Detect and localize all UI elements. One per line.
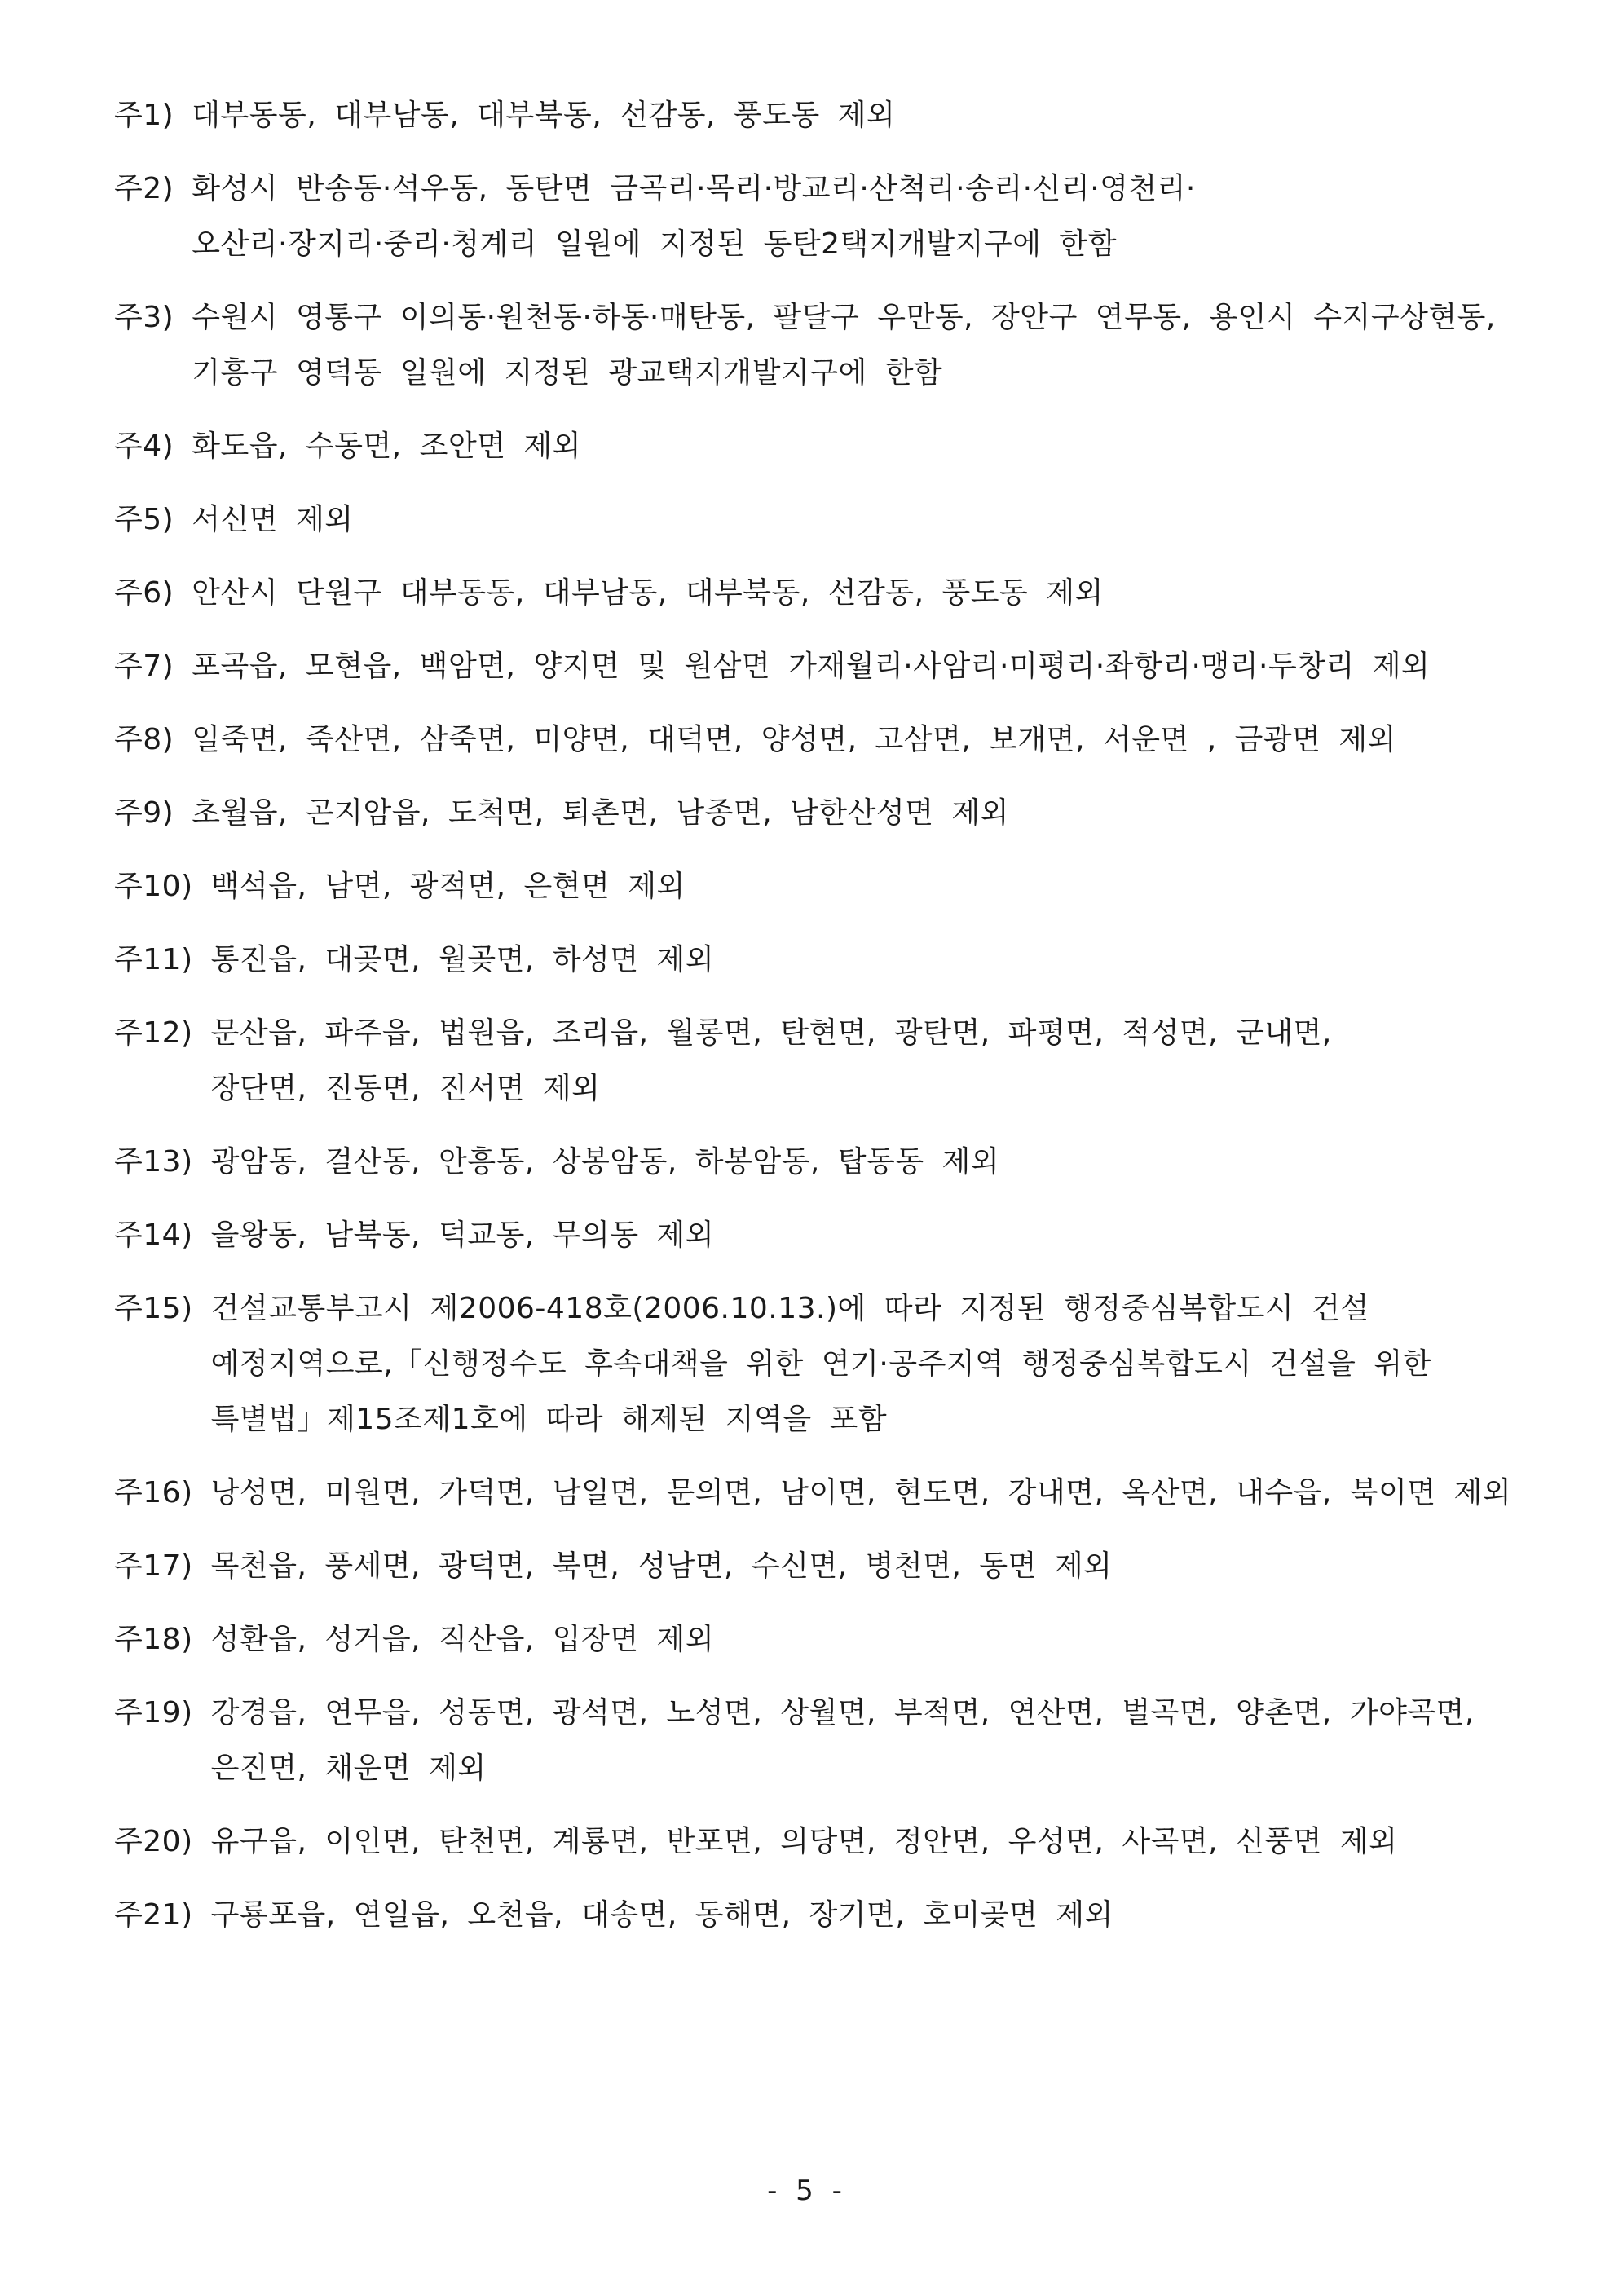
footnote-item	[114, 639, 1516, 694]
footnote-item	[114, 88, 1516, 143]
footnote-label: 주20)	[114, 1825, 193, 1858]
footnote-text	[211, 1006, 1516, 1117]
footnote-label: 주7)	[114, 650, 174, 683]
footnote-label: 주15)	[114, 1292, 193, 1325]
footnote-item	[114, 290, 1516, 401]
footnote-text	[211, 932, 1516, 988]
footnote-text-line: 초월읍, 곤지암읍, 도척면, 퇴촌면, 남종면, 남한산성면 제외	[192, 796, 1009, 830]
footnote-item	[114, 712, 1516, 768]
footnote-text	[192, 290, 1516, 401]
footnote-text-line: 대부동동, 대부남동, 대부북동, 선감동, 풍도동 제외	[192, 99, 896, 132]
footnote-item	[114, 1686, 1516, 1796]
footnote-text-line: 수원시 영통구 이의동·원천동·하동·매탄동, 팔달구 우만동, 장안구 연무동, 용인시 수지구상현동,	[192, 301, 1496, 334]
footnote-text	[192, 786, 1516, 841]
footnote-item	[114, 492, 1516, 548]
footnote-label: 주5)	[114, 503, 174, 536]
footnote-item	[114, 1888, 1516, 1943]
footnote-text	[211, 1208, 1516, 1263]
footnote-text-line: 을왕동, 남북동, 덕교동, 무의동 제외	[210, 1219, 715, 1252]
footnote-label: 주14)	[114, 1219, 193, 1252]
footnote-label: 주19)	[114, 1696, 193, 1730]
footnote-text-line: 강경읍, 연무읍, 성동면, 광석면, 노성면, 상월면, 부적면, 연산면, 벌곡면, 양촌면, 가야곡면,	[210, 1696, 1475, 1730]
footnote-item	[114, 1814, 1516, 1870]
footnote-item	[114, 786, 1516, 841]
footnote-text	[192, 161, 1516, 272]
page-number: - 5 -	[767, 2175, 847, 2207]
footnote-item	[114, 1135, 1516, 1190]
footnote-text	[211, 1814, 1516, 1870]
footnote-text	[192, 566, 1516, 621]
footnote-text	[192, 419, 1516, 474]
footnote-text	[211, 1686, 1516, 1796]
footnote-text-line: 일죽면, 죽산면, 삼죽면, 미양면, 대덕면, 양성면, 고삼면, 보개면, 서운면 , 금광면 제외	[192, 723, 1396, 756]
footnote-text-line: 특별법」제15조제1호에 따라 해제된 지역을 포함	[210, 1403, 888, 1436]
footnote-text	[192, 88, 1516, 143]
footnote-text-line: 통진읍, 대곶면, 월곶면, 하성면 제외	[210, 943, 715, 976]
footnote-item	[114, 1612, 1516, 1668]
footnote-label: 주17)	[114, 1549, 193, 1583]
footnote-item	[114, 566, 1516, 621]
footnote-label: 주4)	[114, 430, 174, 463]
footnote-text	[211, 859, 1516, 914]
footnote-item	[114, 1281, 1516, 1448]
footnote-label: 주12)	[114, 1016, 193, 1050]
footnote-label: 주21)	[114, 1898, 193, 1932]
footnote-text-line: 오산리·장지리·중리·청계리 일원에 지정된 동탄2택지개발지구에 한함	[192, 227, 1117, 261]
footnote-label: 주10)	[114, 870, 193, 903]
footnote-text-line: 유구읍, 이인면, 탄천면, 계룡면, 반포면, 의당면, 정안면, 우성면, 사곡면, 신풍면 제외	[210, 1825, 1398, 1858]
footnote-label: 주2)	[114, 172, 174, 205]
footnote-item	[114, 1006, 1516, 1117]
footnote-text-line: 성환읍, 성거읍, 직산읍, 입장면 제외	[210, 1623, 715, 1656]
footnote-text-line: 광암동, 걸산동, 안흥동, 상봉암동, 하봉암동, 탑동동 제외	[210, 1145, 1000, 1179]
footnote-label: 주8)	[114, 723, 174, 756]
footnote-label: 주1)	[114, 99, 174, 132]
footnote-text-line: 문산읍, 파주읍, 법원읍, 조리읍, 월롱면, 탄현면, 광탄면, 파평면, 적성면, 군내면,	[210, 1016, 1332, 1050]
footnote-item	[114, 419, 1516, 474]
footnote-text-line: 화성시 반송동·석우동, 동탄면 금곡리·목리·방교리·산척리·송리·신리·영천리·	[192, 172, 1196, 205]
footnote-item	[114, 1208, 1516, 1263]
footnote-label: 주16)	[114, 1476, 193, 1509]
footnote-list	[114, 88, 1516, 1961]
footnote-text	[192, 492, 1516, 548]
footnote-text-line: 예정지역으로,「신행정수도 후속대책을 위한 연기·공주지역 행정중심복합도시 건설을 위한	[210, 1347, 1431, 1381]
footnote-text	[192, 639, 1516, 694]
footnote-label: 주6)	[114, 576, 174, 610]
footnote-text-line: 구룡포읍, 연일읍, 오천읍, 대송면, 동해면, 장기면, 호미곶면 제외	[210, 1898, 1113, 1932]
footnote-text	[211, 1539, 1516, 1594]
footnote-item	[114, 1539, 1516, 1594]
footnote-text-line: 목천읍, 풍세면, 광덕면, 북면, 성남면, 수신면, 병천면, 동면 제외	[210, 1549, 1113, 1583]
footnote-label: 주11)	[114, 943, 193, 976]
footnote-label: 주3)	[114, 301, 174, 334]
footnote-text-line: 백석읍, 남면, 광적면, 은현면 제외	[210, 870, 686, 903]
footnote-text-line: 포곡읍, 모현읍, 백암면, 양지면 및 원삼면 가재월리·사암리·미평리·좌항리·맹리·두창리 제외	[192, 650, 1431, 683]
footnote-text-line: 건설교통부고시 제2006-418호(2006.10.13.)에 따라 지정된 행정중심복합도시 건설	[210, 1292, 1369, 1325]
footnote-text-line: 낭성면, 미원면, 가덕면, 남일면, 문의면, 남이면, 현도면, 강내면, 옥산면, 내수읍, 북이면 제외	[210, 1476, 1512, 1509]
footnote-item	[114, 161, 1516, 272]
footnote-text	[211, 1888, 1516, 1943]
footnote-item	[114, 1465, 1516, 1521]
footnote-text-line: 장단면, 진동면, 진서면 제외	[210, 1072, 601, 1105]
footnote-label: 주13)	[114, 1145, 193, 1179]
footnote-text	[192, 712, 1516, 768]
footnote-label: 주9)	[114, 796, 174, 830]
footnote-item	[114, 859, 1516, 914]
footnote-text-line: 화도읍, 수동면, 조안면 제외	[192, 430, 581, 463]
footnote-text	[211, 1465, 1516, 1521]
footnote-text-line: 기흥구 영덕동 일원에 지정된 광교택지개발지구에 한함	[192, 356, 943, 390]
footnote-text-line: 은진면, 채운면 제외	[210, 1752, 487, 1785]
footnote-text	[211, 1281, 1516, 1448]
footnote-text	[211, 1612, 1516, 1668]
footnote-text-line: 안산시 단원구 대부동동, 대부남동, 대부북동, 선감동, 풍도동 제외	[192, 576, 1104, 610]
footnote-item	[114, 932, 1516, 988]
footnote-label: 주18)	[114, 1623, 193, 1656]
footnote-text-line: 서신면 제외	[192, 503, 354, 536]
footnote-text	[211, 1135, 1516, 1190]
